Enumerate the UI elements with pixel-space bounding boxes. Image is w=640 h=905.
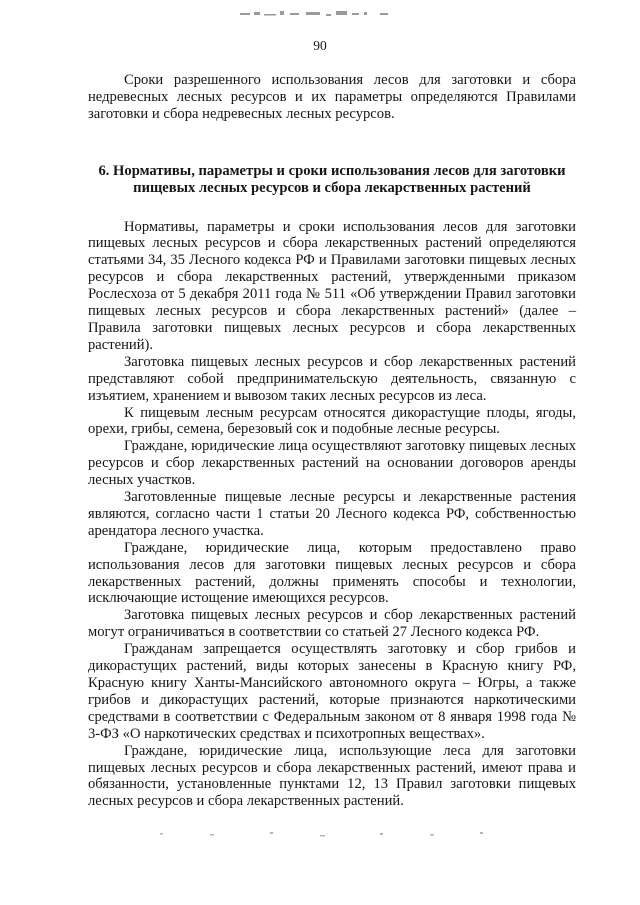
paragraph: Заготовка пищевых лесных ресурсов и сбор лекарственных растений могут ограничиваться в соответствии со статьей 27 Лесного кодекса РФ. bbox=[88, 607, 576, 641]
paragraph: К пищевым лесным ресурсам относятся дикорастущие плоды, ягоды, орехи, грибы, семена, березовый сок и подобные лесные ресурсы. bbox=[88, 404, 576, 438]
paragraph: Граждане, юридические лица, использующие леса для заготовки пищевых лесных ресурсов и сбора лекарственных растений, имеют права и обязанности, установленные пунктами 12, 13 Правил заготовки пищевых лесных ресурсов и сбора лекарственных растений. bbox=[88, 742, 576, 810]
paragraph: Заготовленные пищевые лесные ресурсы и лекарственные растения являются, согласно части 1 статьи 20 Лесного кодекса РФ, собственностью арендатора лесного участка. bbox=[88, 489, 576, 539]
page-number: 90 bbox=[313, 38, 327, 53]
scan-artifact bbox=[150, 826, 510, 842]
paragraph: Нормативы, параметры и сроки использования лесов для заготовки пищевых лесных ресурсов и сбора лекарственных растений определяются статьями 34, 35 Лесного кодекса РФ и Правилами заготовки пищевых лесных ресурсов и сбора лекарственных растений, утвержденными приказом Рослесхоза от 5 декабря 2011 года № 511 «Об утверждении Правил заготовки пищевых лесных ресурсов и сбора лекарственных растений» (далее – Правила заготовки пищевых лесных ресурсов и сбора лекарственных растений). bbox=[88, 218, 576, 353]
paragraph: Граждане, юридические лица осуществляют заготовку пищевых лесных ресурсов и сбор лекарственных растений на основании договоров аренды лесных участков. bbox=[88, 438, 576, 489]
paragraph: Граждане, юридические лица, которым предоставлено право использования лесов для заготовки пищевых лесных ресурсов и сбора лекарственных растений, должны применять способы и технологии, исключающие истощение имеющихся ресурсов. bbox=[88, 539, 576, 607]
scan-artifact bbox=[240, 8, 400, 20]
paragraph: Заготовка пищевых лесных ресурсов и сбор лекарственных растений представляют собой предпринимательскую деятельность, связанную с изъятием, хранением и вывозом таких лесных ресурсов из леса. bbox=[88, 353, 576, 404]
paragraph: Гражданам запрещается осуществлять заготовку и сбор грибов и дикорастущих растений, виды которых занесены в Красную книгу РФ, Красную книгу Ханты-Мансийского автономного округа – Югры, а также грибов и дикорастущих растений, которые признаются наркотическими средствами в соответствии с Федеральным законом от 8 января 1998 года № 3-ФЗ «О наркотических средствах и психотропных веществах». bbox=[88, 641, 576, 742]
document-body bbox=[88, 72, 576, 810]
section-heading: 6. Нормативы, параметры и сроки использования лесов для заготовки пищевых лесных ресурсов и сбора лекарственных растений bbox=[98, 162, 566, 196]
intro-paragraph: Сроки разрешенного использования лесов для заготовки и сбора недревесных лесных ресурсов и их параметры определяются Правилами заготовки и сбора недревесных лесных ресурсов. bbox=[88, 72, 576, 122]
